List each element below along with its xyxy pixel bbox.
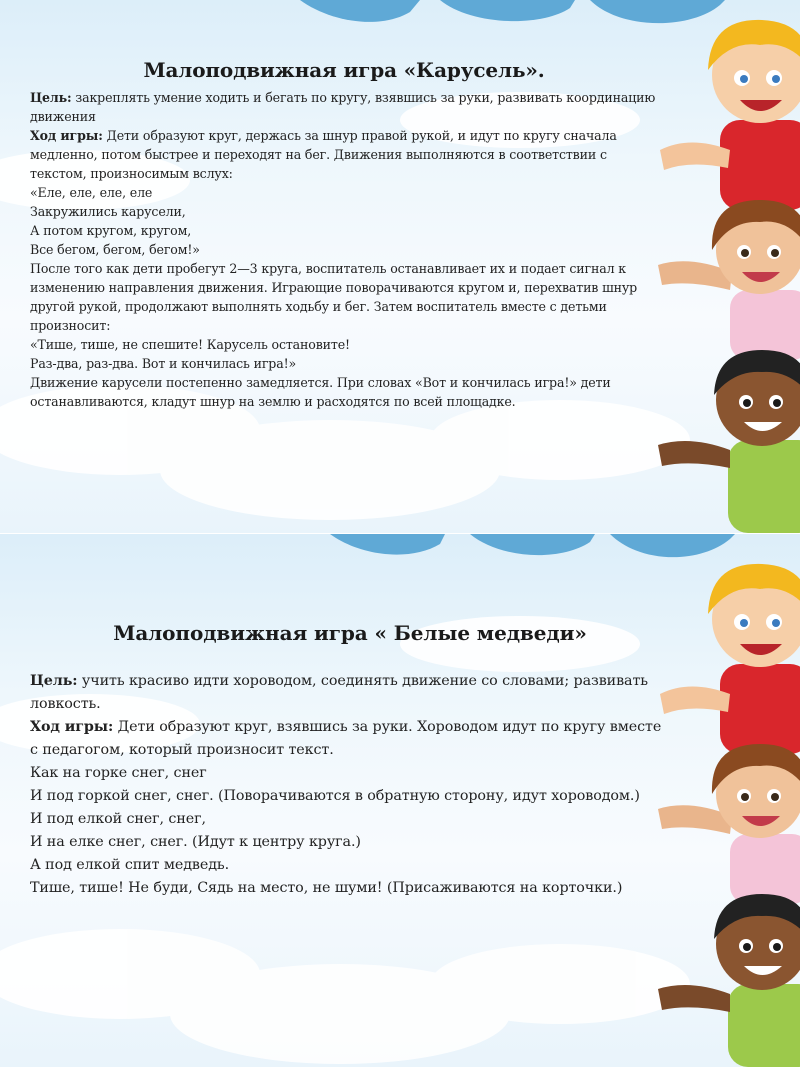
text-line: А потом кругом, кругом, [30, 223, 192, 238]
text-line: «Еле, еле, еле, еле [30, 185, 153, 200]
slide-carousel [0, 0, 800, 533]
course-paragraph [30, 126, 658, 183]
goal-text: закреплять умение ходить и бегать по кругу, взявшись за руки, развивать координацию движения [30, 90, 656, 124]
children-illustration [650, 534, 800, 1067]
text-line: Как на горке снег, снег [30, 765, 207, 781]
course-label: Ход игры: [30, 128, 103, 143]
text-line: «Тише, тише, не спешите! Карусель остановите! [30, 337, 350, 352]
goal-label: Цель: [30, 90, 72, 105]
text-line: Тише, тише! Не буди, Сядь на место, не шуми! (Присаживаются на корточки.) [30, 880, 623, 896]
goal-paragraph [30, 88, 658, 126]
goal-label: Цель: [30, 673, 78, 689]
course-text: Дети образуют круг, держась за шнур правой рукой, и идут по кругу сначала медленно, потом быстрее и переходят на бег. Движения выполняются в соответствии с текстом, произносимым вслух: [30, 128, 617, 181]
text-line: Движение карусели постепенно замедляется. При словах «Вот и кончилась игра!» дети останавливаются, кладут шнур на землю и расходятся по всей площадке. [30, 375, 611, 409]
slide-content [30, 618, 670, 900]
game-title: Малоподвижная игра «Карусель». [143, 58, 545, 82]
course-paragraph [30, 716, 670, 762]
text-line: После того как дети пробегут 2—3 круга, воспитатель останавливает их и подает сигнал к изменению направления движения. Играющие поворачиваются кругом и, перехватив шнур другой рукой, продолжают выполнять ходьбу и бег. Затем воспитатель вместе с детьми произносит: [30, 261, 638, 333]
slide-white-bears [0, 533, 800, 1067]
game-title: Малоподвижная игра « Белые медведи» [113, 621, 587, 645]
text-line: Все бегом, бегом, бегом!» [30, 242, 200, 257]
text-line: И на елке снег, снег. (Идут к центру круга.) [30, 834, 361, 850]
goal-text: учить красиво идти хороводом, соединять движение со словами; развивать ловкость. [30, 673, 648, 712]
text-line: И под горкой снег, снег. (Поворачиваются в обратную сторону, идут хороводом.) [30, 788, 640, 804]
course-label: Ход игры: [30, 719, 114, 735]
children-illustration [650, 0, 800, 533]
goal-paragraph [30, 670, 670, 716]
text-line: Раз-два, раз-два. Вот и кончилась игра!» [30, 356, 297, 371]
slide-content [30, 54, 658, 411]
text-line: И под елкой снег, снег, [30, 811, 206, 827]
text-line: Закружились карусели, [30, 204, 186, 219]
text-line: А под елкой спит медведь. [30, 857, 230, 873]
course-text: Дети образуют круг, взявшись за руки. Хороводом идут по кругу вместе с педагогом, который произносит текст. [30, 719, 662, 758]
